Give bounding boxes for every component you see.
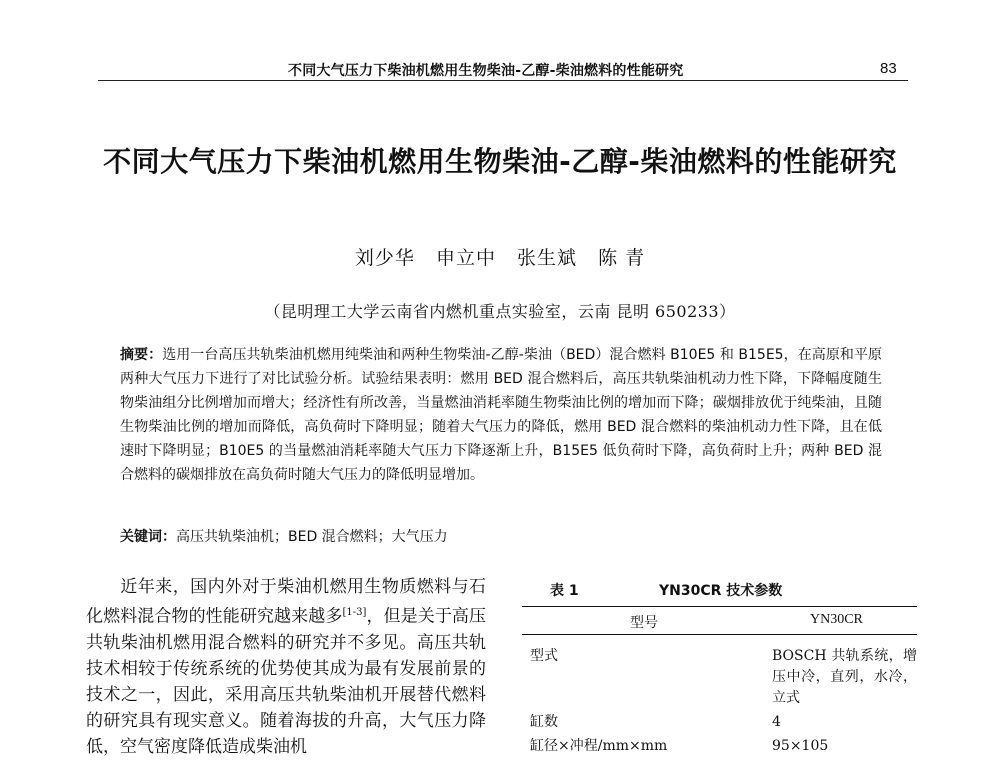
table-caption-text: YN30CR 技术参数 bbox=[659, 583, 783, 599]
table-cell-param: 缸数 bbox=[530, 714, 558, 730]
abstract bbox=[120, 343, 882, 487]
keywords-label: 关键词： bbox=[120, 529, 176, 545]
body-line: 近年来，国内外对于柴油机燃用生物质燃料与 bbox=[120, 577, 469, 597]
abstract-line: 燃用 BED 混合燃料的柴油机动力性下降，且在低速时下降明显；B10E5 的当量燃油消耗率随大气压力下降逐 bbox=[120, 419, 883, 459]
body-line: 石化燃料混合物的性能研究越来越多 bbox=[86, 577, 486, 627]
header-rule bbox=[98, 80, 908, 81]
table-cell-value: BOSCH 共轨系统，增压中冷，直列，水冷，立式 bbox=[772, 648, 917, 706]
table-header-cell: YN30CR bbox=[810, 612, 863, 627]
table-top-rule bbox=[522, 606, 917, 607]
table-header-cell: 型号 bbox=[630, 615, 658, 631]
author-name: 张生斌 bbox=[517, 247, 578, 269]
abstract-line: 渐上升，B15E5 低负荷时下降，高负荷时上升；两种 BED 混合燃料的碳烟排放在高负荷时随大气压力的降低明 bbox=[120, 443, 882, 483]
author-name: 陈 青 bbox=[598, 247, 646, 269]
abstract-line: 加而下降；碳烟排放优于纯柴油，且随生物柴油比例的增加而降低，高负荷时下降明显；随着大气压力的降低， bbox=[120, 395, 882, 435]
table-cell-value: 95×105 bbox=[772, 738, 829, 754]
table-cell-param: 型式 bbox=[530, 648, 558, 664]
body-line: 于高压共轨柴油机燃用混合燃料的研究并不多见。 bbox=[86, 606, 487, 653]
body-line: 的升高，大气压力降低，空气密度降低造成柴油机 bbox=[86, 710, 487, 757]
table-header bbox=[522, 610, 917, 634]
body-line: ，但是关 bbox=[366, 606, 435, 627]
body-line: 机开展替代燃料的研究具有现实意义。随着海拔 bbox=[86, 684, 487, 731]
author-name: 申立中 bbox=[435, 247, 496, 269]
table-caption bbox=[522, 580, 917, 600]
body-line: 有发展前景的技术之一，因此，采用高压共轨柴油 bbox=[86, 658, 487, 705]
abstract-line: 力性下降，下降幅度随生物柴油组分比例增加而增大；经济性有所改善，当量燃油消耗率随生物柴油比例的增 bbox=[120, 371, 882, 411]
affiliation: （昆明理工大学云南省内燃机重点实验室，云南 昆明 650233） bbox=[264, 302, 736, 321]
author-name: 刘少华 bbox=[354, 247, 415, 269]
keywords-text: 高压共轨柴油机；BED 混合燃料；大气压力 bbox=[176, 529, 448, 545]
citation-ref: [1-3] bbox=[342, 607, 367, 618]
paper-title: 不同大气压力下柴油机燃用生物柴油-乙醇-柴油燃料的性能研究 bbox=[103, 145, 897, 178]
table-number: 表 1 bbox=[550, 583, 579, 599]
table-header-rule bbox=[522, 634, 917, 635]
abstract-line: 高原和平原两种大气压力下进行了对比试验分析。试验结果表明：燃用 BED 混合燃料后，高压共轨柴油机动 bbox=[120, 347, 883, 387]
body-paragraph bbox=[86, 574, 486, 760]
body-line: 高压共轨技术相较于传统系统的优势使其成为最 bbox=[86, 632, 487, 679]
running-head-title: 不同大气压力下柴油机燃用生物柴油-乙醇-柴油燃料的性能研究 bbox=[288, 63, 684, 79]
table-cell-param: 缸径×冲程/mm×mm bbox=[530, 738, 668, 754]
page-number: 83 bbox=[880, 60, 897, 77]
keywords bbox=[120, 525, 882, 549]
abstract-label: 摘要： bbox=[120, 347, 163, 363]
running-head bbox=[0, 58, 1000, 80]
abstract-line: 选用一台高压共轨柴油机燃用纯柴油和两种生物柴油-乙醇-柴油（BED）混合燃料 B10E5 和 B15E5，在 bbox=[162, 347, 812, 363]
author-list bbox=[0, 243, 1000, 270]
table-cell-value: 4 bbox=[772, 714, 781, 730]
abstract-line: 显增加。 bbox=[428, 467, 484, 483]
